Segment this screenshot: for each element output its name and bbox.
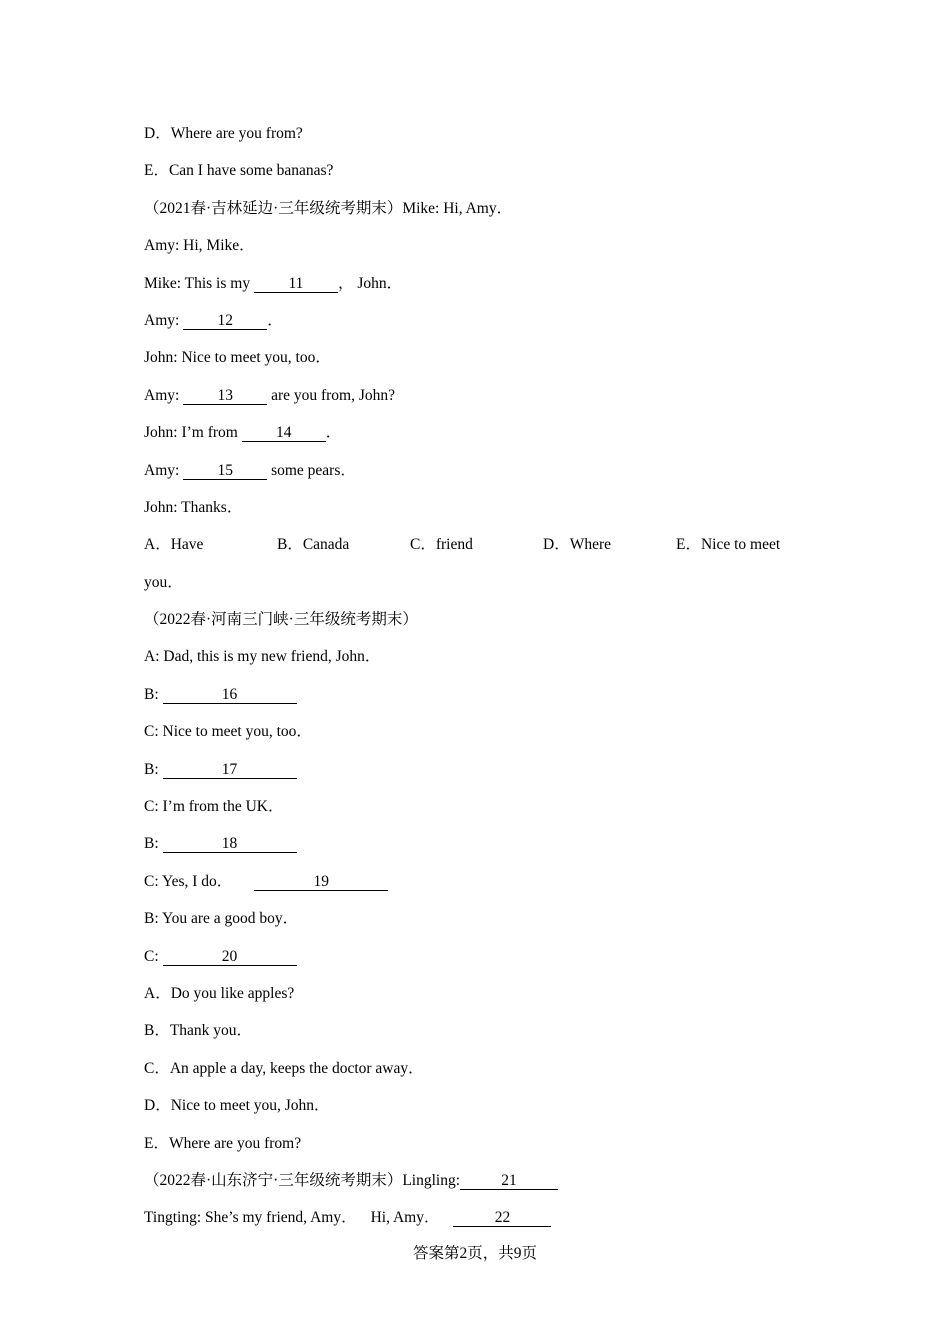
dialog-text: Hi, Amy． (370, 1209, 440, 1227)
dialog-text: Amy: (144, 386, 184, 404)
dialog-line (144, 832, 824, 869)
question-header: （2022春·河南三门峡·三年级统考期末） (144, 611, 418, 629)
dialog-text: B: (144, 835, 163, 853)
dialog-text: ， John． (337, 274, 403, 292)
option-line: E．Where are you from? (144, 1134, 302, 1152)
answer-blank: 14 (242, 424, 326, 442)
options-row (144, 533, 824, 570)
dialog-line (144, 683, 824, 720)
option-line: B．Thank you． (144, 1022, 253, 1040)
answer-blank: 18 (163, 835, 297, 853)
dialog-text: Amy: (144, 311, 184, 329)
dialog-text: ． (325, 424, 342, 442)
dialog-text: Tingting: She’s my friend, Amy． (144, 1209, 357, 1227)
dialog-text: C: Yes, I do． (144, 872, 233, 890)
answer-blank: 12 (183, 312, 267, 330)
dialog-line: B: You are a good boy． (144, 910, 299, 928)
dialog-text: C: (144, 947, 163, 965)
option-b: B．Canada (277, 536, 350, 554)
answer-blank: 16 (163, 686, 297, 704)
answer-blank: 19 (254, 873, 388, 891)
option-d: D．Where (543, 536, 611, 554)
page-footer: 答案第2页，共9页 (412, 1245, 537, 1262)
option-c: C．friend (410, 536, 473, 554)
dialog-line (144, 945, 824, 982)
dialog-text: are you from, John? (267, 386, 396, 404)
answer-blank: 20 (163, 948, 297, 966)
dialog-line (144, 1206, 824, 1243)
answer-blank: 21 (460, 1172, 558, 1190)
dialog-line: John: Thanks． (144, 498, 243, 516)
question-header: （2021春·吉林延边·三年级统考期末）Mike: Hi, Amy． (144, 199, 513, 217)
dialog-text: some pears． (267, 461, 356, 479)
option-line: A．Do you like apples? (144, 984, 295, 1002)
dialog-line: A: Dad, this is my new friend, John． (144, 648, 381, 666)
dialog-line (144, 309, 824, 346)
dialog-line (144, 384, 824, 421)
dialog-line: Amy: Hi, Mike． (144, 237, 255, 255)
dialog-text: Mike: This is my (144, 274, 254, 292)
dialog-line (144, 421, 824, 458)
dialog-line: C: I’m from the UK． (144, 798, 284, 816)
dialog-text: B: (144, 685, 163, 703)
dialog-text: （2022春·山东济宁·三年级统考期末）Lingling: (144, 1171, 461, 1189)
dialog-line: John: Nice to meet you, too． (144, 349, 331, 367)
dialog-text: ． (267, 311, 283, 329)
dialog-text: John: I’m from (144, 424, 242, 442)
answer-blank: 11 (254, 275, 338, 293)
dialog-line (144, 272, 824, 309)
page-content (144, 122, 824, 1244)
question-header (144, 1169, 824, 1206)
answer-blank: 17 (163, 761, 297, 779)
option-a: A．Have (144, 536, 204, 554)
dialog-text: Amy: (144, 461, 184, 479)
dialog-line (144, 459, 824, 496)
option-line: C．An apple a day, keeps the doctor away． (144, 1059, 424, 1077)
answer-blank: 13 (183, 387, 267, 405)
dialog-text: B: (144, 760, 163, 778)
dialog-line (144, 870, 824, 907)
dialog-line (144, 758, 824, 795)
answer-blank: 22 (453, 1209, 551, 1227)
dialog-line: C: Nice to meet you, too． (144, 723, 312, 741)
answer-blank: 15 (183, 462, 267, 480)
option-line: D．Where are you from? (144, 125, 303, 142)
options-wrap-line: you． (144, 573, 183, 591)
option-line: E．Can I have some bananas? (144, 162, 334, 180)
option-line: D．Nice to meet you, John． (144, 1097, 330, 1115)
option-e: E．Nice to meet (676, 536, 781, 554)
